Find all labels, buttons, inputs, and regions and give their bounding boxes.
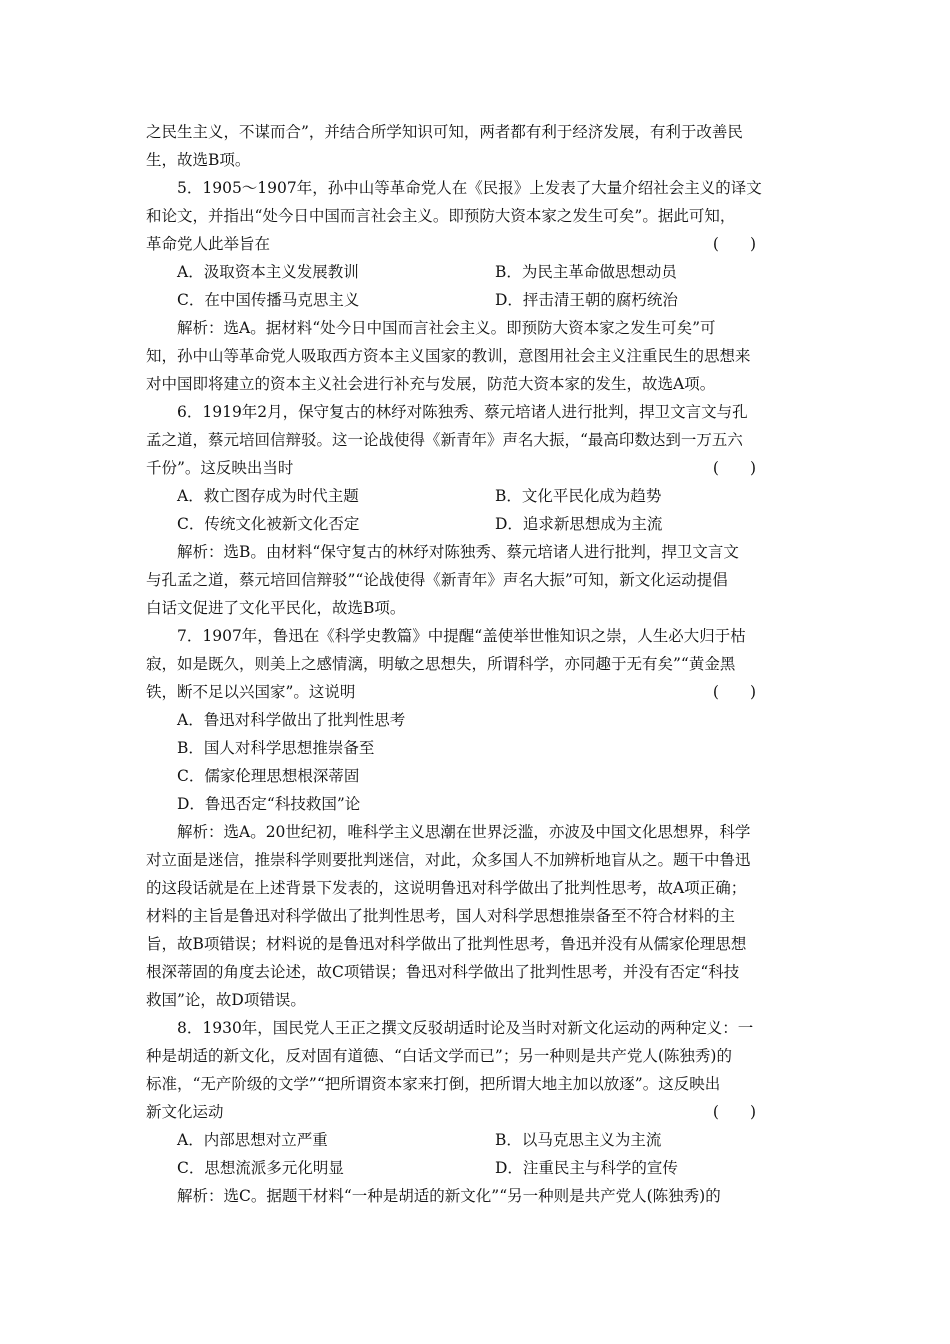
- analysis-text: 知，孙中山等革命党人吸取西方资本主义国家的教训，意图用社会主义注重民生的思想来: [146, 347, 751, 365]
- option-row: [146, 1126, 810, 1154]
- question-stem-end: [146, 454, 810, 482]
- option-b: B．为民主革命做思想动员: [495, 263, 677, 281]
- question-stem: 6．1919年2月，保守复古的林纾对陈独秀、蔡元培诸人进行批判，捍卫文言文与孔: [177, 403, 748, 421]
- option-row: [146, 258, 810, 286]
- option-c: C．在中国传播马克思主义: [177, 291, 360, 309]
- option-b: B．以马克思主义为主流: [495, 1131, 662, 1149]
- question-7: [146, 622, 810, 1014]
- option-c: C．思想流派多元化明显: [177, 1159, 344, 1177]
- analysis-text: 材料的主旨是鲁迅对科学做出了批判性思考，国人对科学思想推崇备至不符合材料的主: [146, 907, 736, 925]
- option-a: A．鲁迅对科学做出了批判性思考: [177, 711, 406, 729]
- question-stem: 寂，如是既久，则美上之感情漓，明敏之思想失，所谓科学，亦同趣于无有矣”“黄金黑: [146, 655, 736, 673]
- answer-bracket: ( ): [712, 235, 756, 253]
- analysis-text: 根深蒂固的角度去论述，故C项错误；鲁迅对科学做出了批判性思考，并没有否定“科技: [146, 963, 740, 981]
- option-b: B．国人对科学思想推崇备至: [177, 739, 375, 757]
- question-8: [146, 1014, 810, 1210]
- analysis-text: 解析：选A。据材料“处今日中国而言社会主义。即预防大资本家之发生可矣”可: [177, 319, 716, 337]
- analysis-text: 白话文促进了文化平民化，故选B项。: [146, 599, 406, 617]
- question-stem: 千份”。这反映出当时: [146, 459, 294, 477]
- question-stem: 孟之道，蔡元培回信辩驳。这一论战使得《新青年》声名大振，“最高印数达到一万五六: [146, 431, 743, 449]
- question-6: [146, 398, 810, 622]
- text-line: 生，故选B项。: [146, 151, 251, 169]
- question-stem: 革命党人此举旨在: [146, 235, 271, 253]
- option-d: D．注重民主与科学的宣传: [495, 1159, 678, 1177]
- question-5: [146, 174, 810, 398]
- analysis-text: 旨，故B项错误；材料说的是鲁迅对科学做出了批判性思考，鲁迅并没有从儒家伦理思想: [146, 935, 747, 953]
- question-stem-end: [146, 1098, 810, 1126]
- analysis-text: 解析：选A。20世纪初，唯科学主义思潮在世界泛滥，亦波及中国文化思想界，科学: [177, 823, 751, 841]
- analysis-text: 对立面是迷信，推崇科学则要批判迷信，对此，众多国人不加辨析地盲从之。题干中鲁迅: [146, 851, 751, 869]
- text-line: 之民生主义，不谋而合”，并结合所学知识可知，两者都有利于经济发展，有利于改善民: [146, 123, 743, 141]
- option-b: B．文化平民化成为趋势: [495, 487, 662, 505]
- option-a: A．救亡图存成为时代主题: [177, 487, 359, 505]
- option-d: D．抨击清王朝的腐朽统治: [495, 291, 678, 309]
- analysis-text: 的这段话就是在上述背景下发表的，这说明鲁迅对科学做出了批判性思考，故A项正确；: [146, 879, 747, 897]
- answer-bracket: ( ): [712, 1103, 756, 1121]
- option-row: [146, 510, 810, 538]
- option-c: C．传统文化被新文化否定: [177, 515, 360, 533]
- question-stem: 7．1907年，鲁迅在《科学史教篇》中提醒“盖使举世惟知识之崇，人生必大归于枯: [177, 627, 746, 645]
- option-d: D．鲁迅否定“科技救国”论: [177, 795, 361, 813]
- question-stem-end: [146, 230, 810, 258]
- option-c: C．儒家伦理思想根深蒂固: [177, 767, 360, 785]
- question-stem: 种是胡适的新文化，反对固有道德、“白话文学而已”；另一种则是共产党人(陈独秀)的: [146, 1047, 732, 1065]
- option-d: D．追求新思想成为主流: [495, 515, 663, 533]
- analysis-text: 对中国即将建立的资本主义社会进行补充与发展，防范大资本家的发生，故选A项。: [146, 375, 716, 393]
- question-stem: 标准，“无产阶级的文学”“把所谓资本家来打倒，把所谓大地主加以放逐”。这反映出: [146, 1075, 721, 1093]
- option-row: [146, 1154, 810, 1182]
- answer-bracket: ( ): [712, 459, 756, 477]
- analysis-text: 与孔孟之道，蔡元培回信辩驳”“论战使得《新青年》声名大振”可知，新文化运动提倡: [146, 571, 728, 589]
- question-stem: 5．1905～1907年，孙中山等革命党人在《民报》上发表了大量介绍社会主义的译文: [177, 179, 762, 197]
- question-stem: 铁，断不足以兴国家”。这说明: [146, 683, 356, 701]
- answer-bracket: ( ): [712, 683, 756, 701]
- question-stem: 新文化运动: [146, 1103, 224, 1121]
- analysis-text: 解析：选C。据题干材料“一种是胡适的新文化”“另一种则是共产党人(陈独秀)的: [177, 1187, 721, 1205]
- analysis-text: 解析：选B。由材料“保守复古的林纾对陈独秀、蔡元培诸人进行批判，捍卫文言文: [177, 543, 739, 561]
- option-a: A．汲取资本主义发展教训: [177, 263, 359, 281]
- question-stem: 和论文，并指出“处今日中国而言社会主义。即预防大资本家之发生可矣”。据此可知，: [146, 207, 736, 225]
- question-stem: 8．1930年，国民党人王正之撰文反驳胡适时论及当时对新文化运动的两种定义：一: [177, 1019, 754, 1037]
- question-stem-end: [146, 678, 810, 706]
- analysis-text: 救国”论，故D项错误。: [146, 991, 306, 1009]
- option-row: [146, 286, 810, 314]
- option-row: [146, 482, 810, 510]
- option-a: A．内部思想对立严重: [177, 1131, 328, 1149]
- document-page: [146, 118, 810, 1210]
